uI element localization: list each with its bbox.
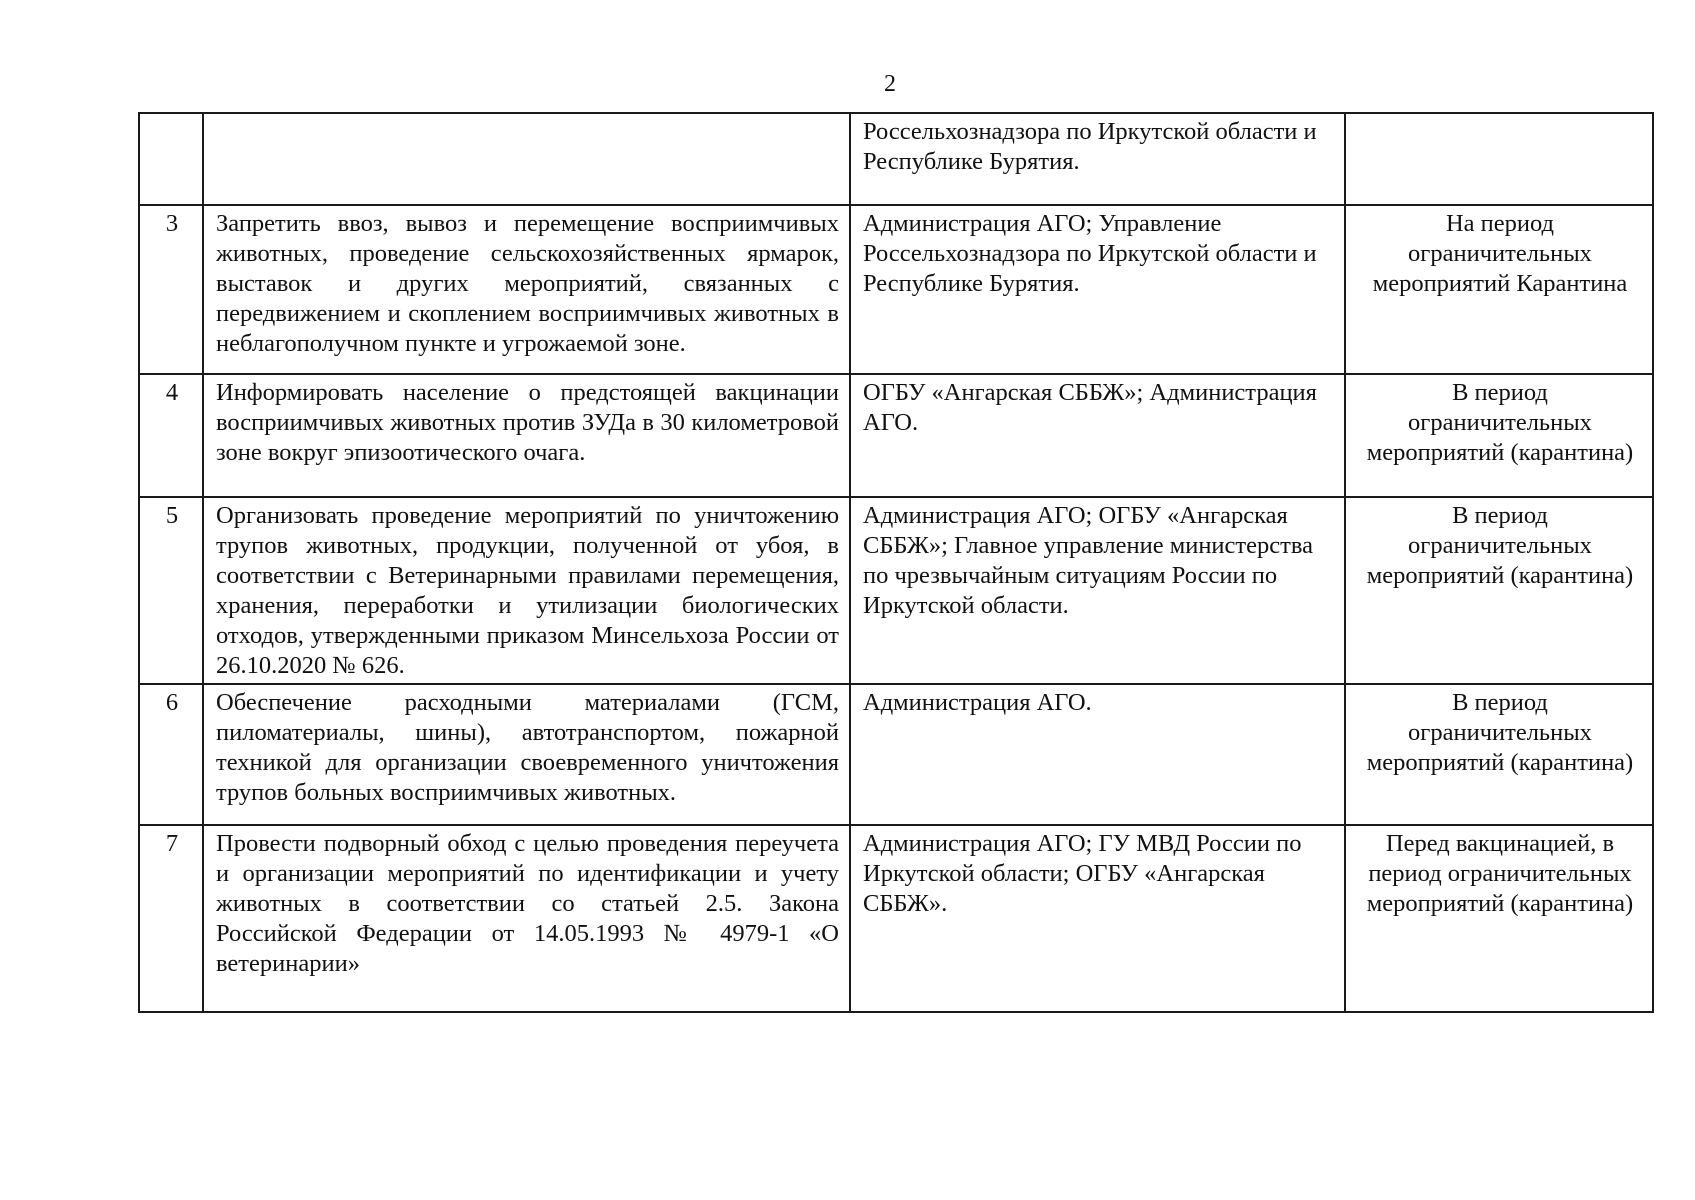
responsible-cell: Администрация АГО. <box>850 684 1345 825</box>
responsible-cell: Администрация АГО; ГУ МВД России по Иркутской области; ОГБУ «Ангарская СББЖ». <box>850 825 1345 1012</box>
row-number-cell <box>139 113 203 205</box>
term-cell: В период ограничительных мероприятий (карантина) <box>1345 684 1653 825</box>
responsible-cell: ОГБУ «Ангарская СББЖ»; Администрация АГО. <box>850 374 1345 497</box>
responsible-cell: Россельхознадзора по Иркутской области и Республике Бурятия. <box>850 113 1345 205</box>
task-cell: Запретить ввоз, вывоз и перемещение восприимчивых животных, проведение сельскохозяйственных ярмарок, выставок и других мероприятий, связанных с передвижением и скоплением восприимчивых животных в неблагополучном пункте и угрожаемой зоне. <box>203 205 850 374</box>
table-row <box>139 205 1653 374</box>
term-cell: В период ограничительных мероприятий (карантина) <box>1345 374 1653 497</box>
row-number-cell: 6 <box>139 684 203 825</box>
page-number: 2 <box>884 71 896 97</box>
task-cell: Провести подворный обход с целью проведения переучета и организации мероприятий по идентификации и учету животных в соответствии со статьей 2.5. Закона Российской Федерации от 14.05.1993 № 4979-1 «О ветеринарии» <box>203 825 850 1012</box>
responsible-cell: Администрация АГО; Управление Россельхознадзора по Иркутской области и Республике Бурятия. <box>850 205 1345 374</box>
table-row <box>139 825 1653 1012</box>
row-number-cell: 3 <box>139 205 203 374</box>
row-number-cell: 4 <box>139 374 203 497</box>
task-cell: Организовать проведение мероприятий по уничтожению трупов животных, продукции, полученной от убоя, в соответствии с Ветеринарными правилами перемещения, хранения, переработки и утилизации биологических отходов, утвержденными приказом Минсельхоза России от 26.10.2020 № 626. <box>203 497 850 684</box>
task-cell: Информировать население о предстоящей вакцинации восприимчивых животных против ЗУДа в 30 километровой зоне вокруг эпизоотического очага. <box>203 374 850 497</box>
table-row <box>139 113 1653 205</box>
measures-table <box>138 112 1654 1013</box>
term-cell <box>1345 113 1653 205</box>
term-cell: На период ограничительных мероприятий Карантина <box>1345 205 1653 374</box>
term-cell: Перед вакцинацией, в период ограничительных мероприятий (карантина) <box>1345 825 1653 1012</box>
term-cell: В период ограничительных мероприятий (карантина) <box>1345 497 1653 684</box>
responsible-cell: Администрация АГО; ОГБУ «Ангарская СББЖ»; Главное управление министерства по чрезвычайным ситуациям России по Иркутской области. <box>850 497 1345 684</box>
table-row <box>139 497 1653 684</box>
task-cell: Обеспечение расходными материалами (ГСМ, пиломатериалы, шины), автотранспортом, пожарной техникой для организации своевременного уничтожения трупов больных восприимчивых животных. <box>203 684 850 825</box>
row-number-cell: 7 <box>139 825 203 1012</box>
task-cell <box>203 113 850 205</box>
table-row <box>139 684 1653 825</box>
table-row <box>139 374 1653 497</box>
row-number-cell: 5 <box>139 497 203 684</box>
